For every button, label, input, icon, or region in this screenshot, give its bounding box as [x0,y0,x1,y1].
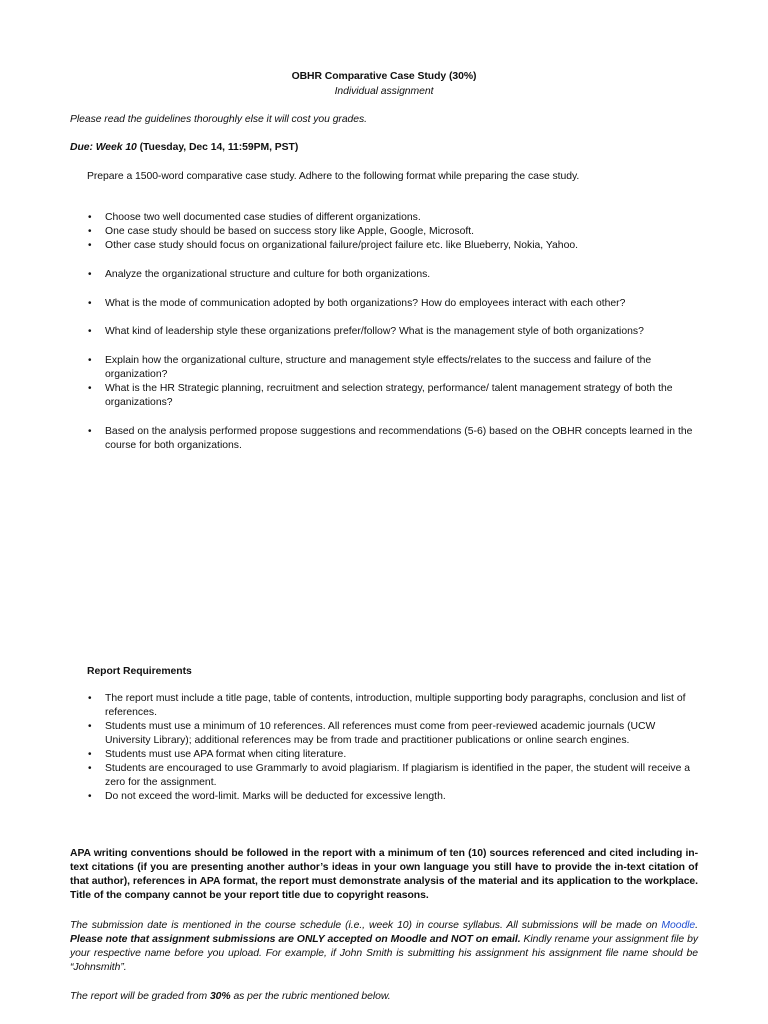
guideline-note: Please read the guidelines thoroughly else it will cost you grades. [70,114,368,125]
list-item: • Analyze the organizational structure and culture for both organizations. [88,268,708,282]
submission-text-3: Kindly rename your assignment file by your respective name before you upload. For example, if John Smith is submitting his assignment his assignment file name should be “Johnsmith”. [70,934,698,973]
grading-value: 30% [209,991,231,1002]
submission-note: Please note that assignment submissions are ONLY accepted on Moodle and NOT on email. [70,934,521,945]
document-subtitle: Individual assignment [334,86,434,97]
list-item: • What is the mode of communication adopted by both organizations? How do employees interact with each other? [88,297,708,311]
list-item: • What kind of leadership style these organizations prefer/follow? What is the management style of both organizations? [88,325,708,339]
list-item: • Students must use APA format when citing literature. [88,748,703,762]
grading-line [70,990,391,1004]
list-item: • Students must use a minimum of 10 references. All references must come from peer-reviewed academic journals (UCW University Library); additional references may be from trade and practitioner publications or online search engines. [88,720,703,748]
document-title: OBHR Comparative Case Study (30%) [291,71,477,82]
guideline-list-6 [88,425,693,453]
list-item: • Do not exceed the word-limit. Marks will be deducted for excessive length. [88,790,703,804]
moodle-link[interactable]: Moodle [661,920,696,931]
guideline-list-5 [88,354,703,410]
guideline-list-1 [88,211,708,253]
list-item: • What is the HR Strategic planning, recruitment and selection strategy, performance/ talent management strategy of both the organizations? [88,382,703,410]
due-date-line [70,141,298,155]
list-item: • Students are encouraged to use Grammarly to avoid plagiarism. If plagiarism is identified in the paper, the student will receive a zero for the assignment. [88,762,703,790]
submission-text-2: . [695,920,698,931]
intro-paragraph: Prepare a 1500-word comparative case study. Adhere to the following format while preparing the case study. [87,171,580,182]
due-detail: (Tuesday, Dec 14, 11:59PM, PST) [136,142,299,153]
list-item: • Other case study should focus on organizational failure/project failure etc. like Blueberry, Nokia, Yahoo. [88,239,708,253]
submission-text-1: The submission date is mentioned in the course schedule (i.e., week 10) in course syllabus. All submissions will be made on [70,920,662,931]
report-requirements-list [88,692,703,804]
due-label: Due: Week 10 [70,142,137,153]
guideline-list-3 [88,297,708,311]
submission-paragraph [70,919,698,975]
list-item: • Choose two well documented case studies of different organizations. [88,211,708,225]
report-requirements-heading: Report Requirements [87,666,192,677]
list-item: • One case study should be based on success story like Apple, Google, Microsoft. [88,225,708,239]
grading-prefix: The report will be graded from [70,991,210,1002]
guideline-list-2 [88,268,708,282]
list-item: • Based on the analysis performed propose suggestions and recommendations (5-6) based on the OBHR concepts learned in the course for both organizations. [88,425,693,453]
grading-suffix: as per the rubric mentioned below. [230,991,391,1002]
apa-paragraph: APA writing conventions should be followed in the report with a minimum of ten (10) sources referenced and cited including in-text citations (if you are presenting another author’s ideas in your own language you still have to provide the in-text citation of that author), references in APA format, the report must demonstrate analysis of the material and its application to the workplace. Title of the company cannot be your report title due to copyright reasons. [70,848,698,901]
list-item: • Explain how the organizational culture, structure and management style effects/relates to the success and failure of the organization? [88,354,703,382]
list-item: • The report must include a title page, table of contents, introduction, multiple supporting body paragraphs, conclusion and list of references. [88,692,703,720]
guideline-list-4 [88,325,708,339]
